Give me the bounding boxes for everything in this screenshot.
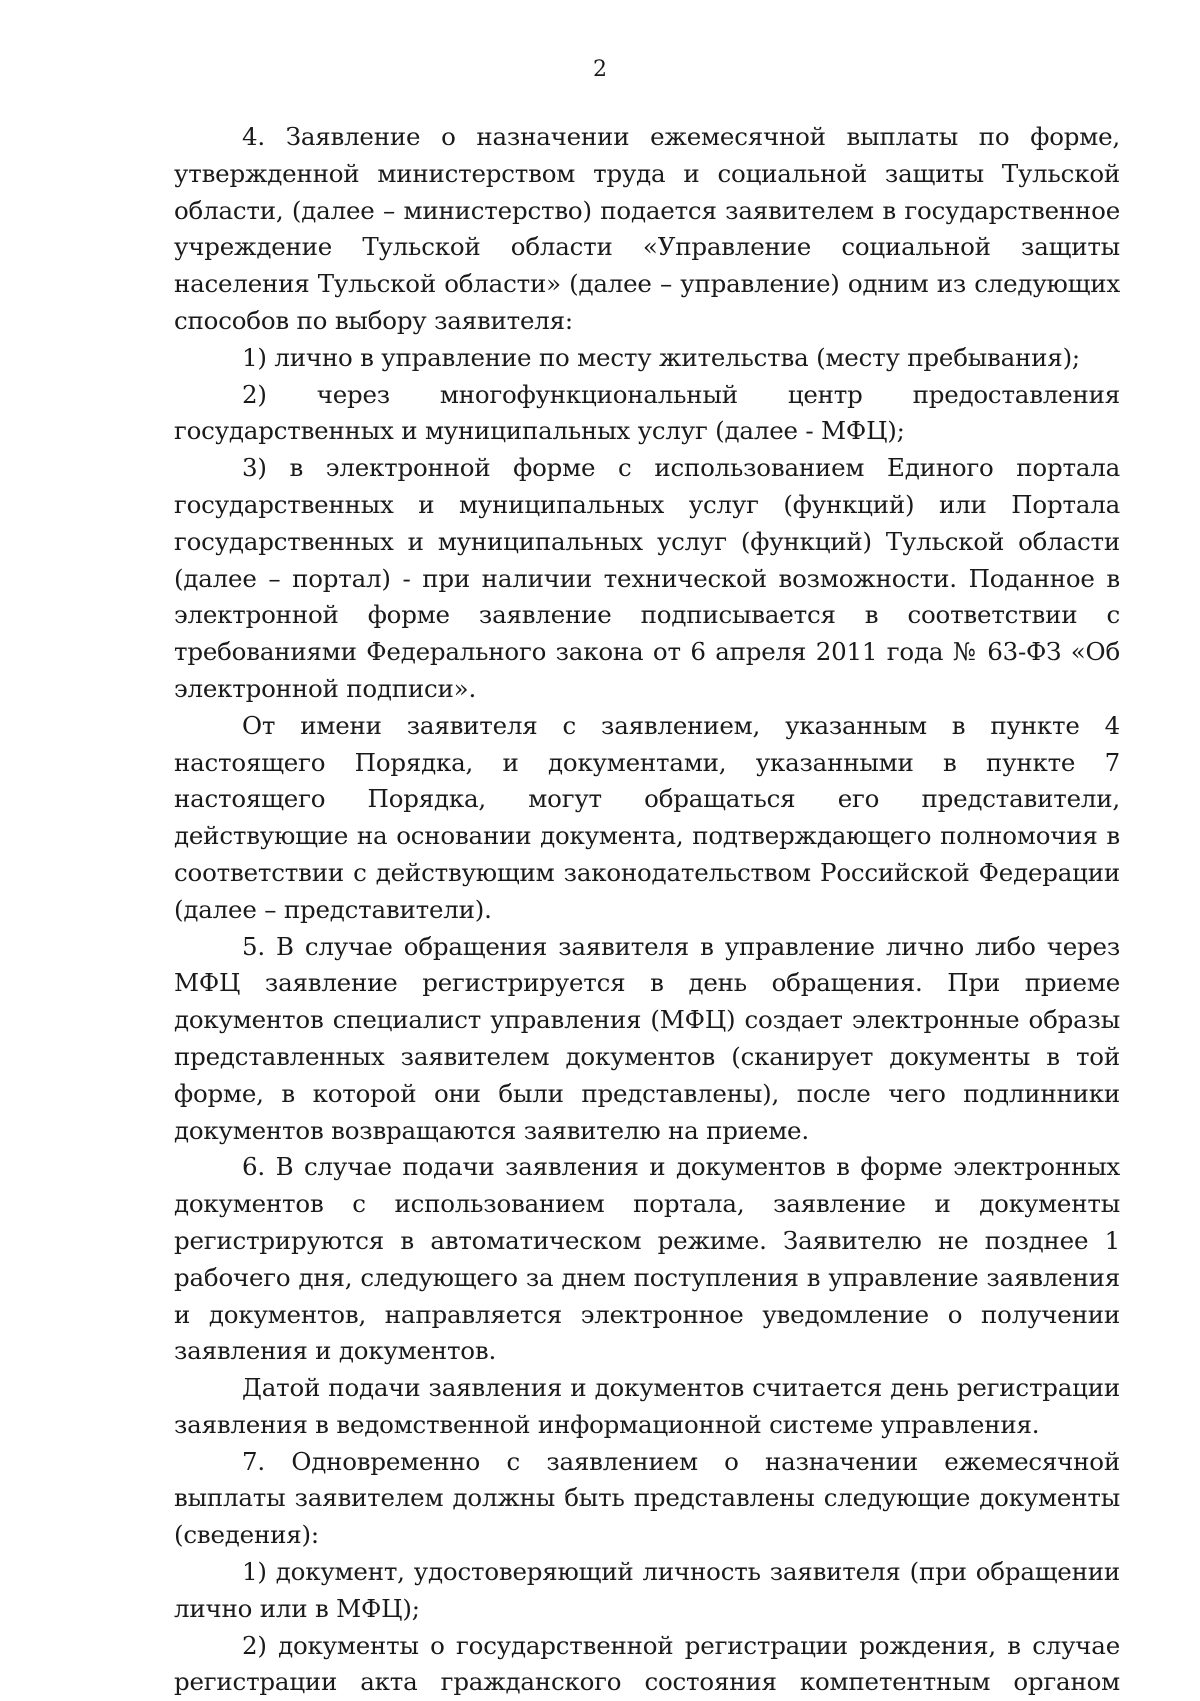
page-number: 2: [593, 57, 607, 82]
paragraph-subitem-1: 1) лично в управление по месту жительства (месту пребывания);: [242, 342, 1080, 372]
paragraph-item-4: 4. Заявление о назначении ежемесячной выплаты по форме, утвержденной министерством труда и социальной защиты Тульской области, (далее – министерство) подается заявителем в государственное учреждение Тульской области «Управление социальной защиты населения Тульской области» (далее – управление) одним из следующих способов по выбору заявителя:: [174, 122, 1120, 335]
document-body: [174, 119, 1120, 1701]
paragraph-item-7: 7. Одновременно с заявлением о назначении ежемесячной выплаты заявителем должны быть представлены следующие документы (сведения):: [174, 1446, 1120, 1550]
paragraph-subitem-2: 2) через многофункциональный центр предоставления государственных и муниципальных услуг (далее - МФЦ);: [174, 379, 1120, 446]
paragraph-submission-date: Датой подачи заявления и документов считается день регистрации заявления в ведомственной информационной системе управления.: [174, 1373, 1120, 1439]
paragraph-item-5: 5. В случае обращения заявителя в управление лично либо через МФЦ заявление регистрируется в день обращения. При приеме документов специалист управления (МФЦ) создает электронные образы представленных заявителем документов (сканирует документы в той форме, в которой они были представлены), после чего подлинники документов возвращаются заявителю на приеме.: [174, 931, 1120, 1145]
paragraph-subitem-3: 3) в электронной форме с использованием Единого портала государственных и муниципальных услуг (функций) или Портала государственных и муниципальных услуг (функций) Тульской области (далее – портал) - при наличии технической возможности. Поданное в электронной форме заявление подписывается в соответствии с требованиями Федерального закона от 6 апреля 2011 года № 63-ФЗ «Об электронной подписи».: [174, 453, 1120, 703]
paragraph-document-1: 1) документ, удостоверяющий личность заявителя (при обращении лично или в МФЦ);: [174, 1557, 1120, 1623]
paragraph-representatives: От имени заявителя с заявлением, указанным в пункте 4 настоящего Порядка, и документами, указанными в пункте 7 настоящего Порядка, могут обращаться его представители, действующие на основании документа, подтверждающего полномочия в соответствии с действующим законодательством Российской Федерации (далее – представители).: [174, 710, 1120, 924]
paragraph-item-6: 6. В случае подачи заявления и документов в форме электронных документов с использованием портала, заявление и документы регистрируются в автоматическом режиме. Заявителю не позднее 1 рабочего дня, следующего за днем поступления в управление заявления и документов, направляется электронное уведомление о получении заявления и документов.: [174, 1152, 1120, 1366]
paragraph-document-2: 2) документы о государственной регистрации рождения, в случае регистрации акта гражданского состояния компетентным органом: [174, 1630, 1120, 1697]
